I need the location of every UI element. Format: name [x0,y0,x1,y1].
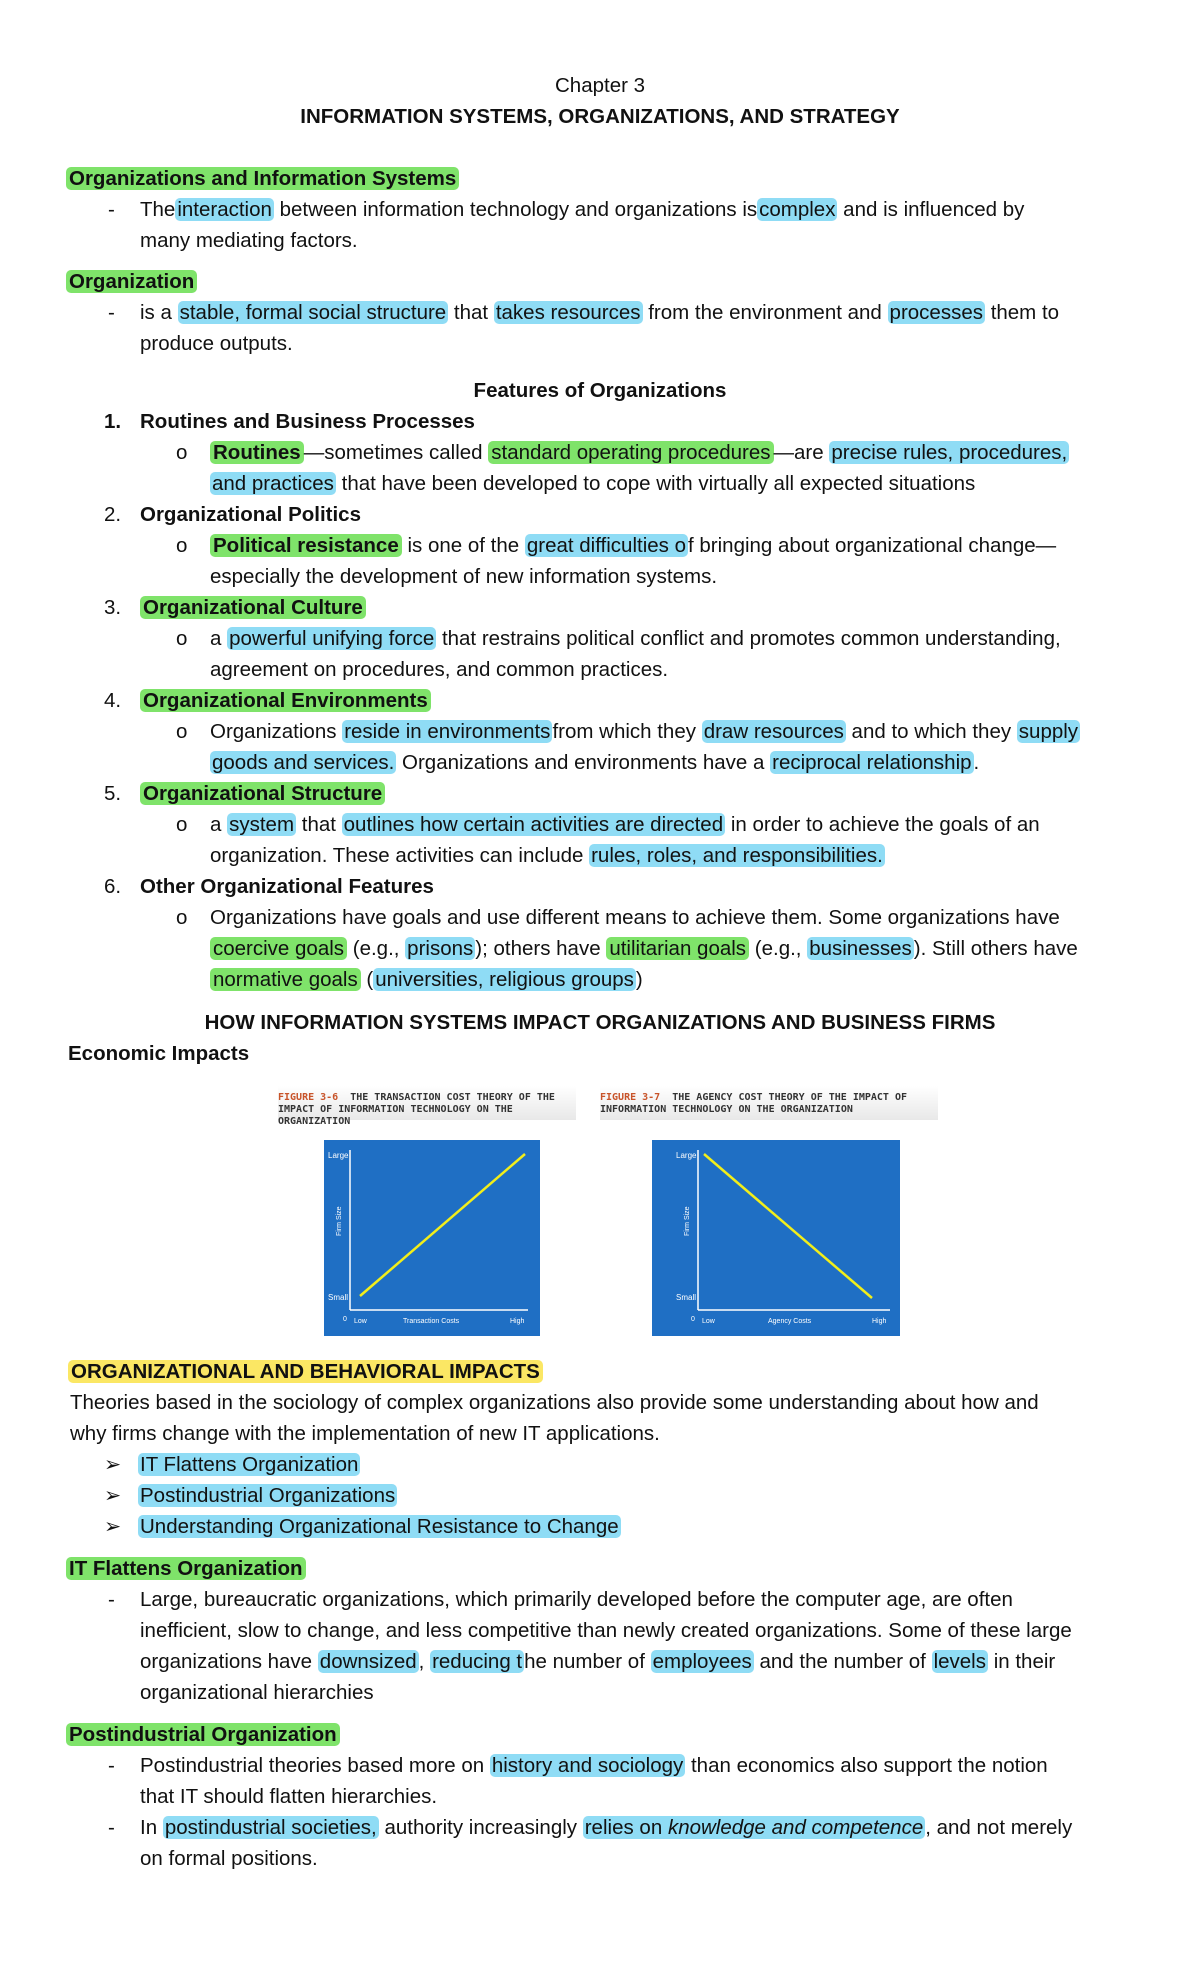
org-info-line-1: Theinteraction between information technology and organizations iscomplex and is influenced by [140,198,1025,221]
x-high-label: High [872,1318,887,1325]
bullet-circle: o [176,813,188,836]
x-origin-label: 0 [343,1316,347,1323]
dash-bullet: - [108,1816,115,1839]
x-axis-label: Transaction Costs [403,1318,460,1325]
figure-transaction-cost [278,1086,576,1338]
feature-3-line-1: a powerful unifying force that restrains political conflict and promotes common understanding, [210,627,1061,650]
postindustrial-line-1: Postindustrial theories based more on history and sociology than economics also support the notion [140,1754,1048,1777]
x-origin-label: 0 [691,1316,695,1323]
figure-caption: FIGURE 3-7 THE AGENCY COST THEORY OF THE IMPACT OF INFORMATION TECHNOLOGY ON THE ORGANIZATION [600,1092,908,1115]
x-low-label: Low [354,1318,367,1325]
bullet-circle: o [176,720,188,743]
arrow-bullet: ➢ [104,1453,122,1476]
postindustrial-line-3: In postindustrial societies, authority increasingly relies on knowledge and competence, and not merely [140,1816,1073,1839]
feature-3-title: 3. Organizational Culture [104,592,366,623]
economic-impacts-heading: Economic Impacts [68,1042,250,1065]
feature-1-title: 1. Routines and Business Processes [104,410,475,433]
y-axis-label: Firm Size [336,1206,343,1236]
y-bottom-label: Small [676,1293,697,1302]
feature-6-title: 6. Other Organizational Features [104,875,434,898]
chart-panel [652,1140,900,1336]
dash-bullet: - [108,198,115,221]
behavioral-item-3: Understanding Organizational Resistance to Change [140,1515,619,1538]
feature-5-line-1: a system that outlines how certain activities are directed in order to achieve the goals of an [210,813,1040,836]
feature-6-line-1: Organizations have goals and use different means to achieve them. Some organizations have [210,906,1060,929]
figure-agency-cost [600,1086,938,1338]
flattens-line-3: organizations have downsized, reducing the number of employees and the number of levels in their [140,1650,1056,1673]
section-heading-flattens: IT Flattens Organization [66,1553,306,1584]
x-high-label: High [510,1318,525,1325]
behavioral-line-2: why firms change with the implementation of new IT applications. [70,1422,660,1445]
feature-4-line-2: goods and services. Organizations and environments have a reciprocal relationship. [212,751,980,774]
organization-line-2: produce outputs. [140,332,293,355]
section-heading-org-info: Organizations and Information Systems [66,163,459,194]
x-axis-label: Agency Costs [768,1318,812,1325]
behavioral-item-1: IT Flattens Organization [140,1453,359,1476]
feature-6-line-2: coercive goals (e.g., prisons); others have utilitarian goals (e.g., businesses). Still others have [210,933,1078,964]
behavioral-heading: ORGANIZATIONAL AND BEHAVIORAL IMPACTS [68,1356,543,1387]
feature-5-line-2: organization. These activities can include rules, roles, and responsibilities. [210,844,883,867]
arrow-bullet: ➢ [104,1515,122,1538]
feature-1-line-2: and practices that have been developed to cope with virtually all expected situations [212,472,976,495]
features-heading: Features of Organizations [473,379,727,402]
feature-2-line-1: Political resistance is one of the great difficulties of bringing about organizational change— [210,530,1056,561]
y-bottom-label: Small [328,1293,349,1302]
chapter-label: Chapter 3 [554,74,646,97]
feature-4-line-1: Organizations reside in environmentsfrom which they draw resources and to which they supply [210,720,1079,743]
behavioral-line-1: Theories based in the sociology of complex organizations also provide some understanding about how and [70,1391,1039,1414]
feature-6-line-3: normative goals (universities, religious groups) [210,964,643,995]
bullet-circle: o [176,627,188,650]
flattens-line-1: Large, bureaucratic organizations, which primarily developed before the computer age, are often [140,1588,1013,1611]
y-top-label: Large [328,1151,349,1160]
feature-1-line-1: Routines —sometimes called standard operating procedures —are precise rules, procedures, [210,437,1069,468]
feature-4-title: 4. Organizational Environments [104,685,431,716]
feature-5-title: 5. Organizational Structure [104,778,385,809]
figure-caption: FIGURE 3-6 THE TRANSACTION COST THEORY OF THE IMPACT OF INFORMATION TECHNOLOGY ON THE ORGANIZATION [278,1092,555,1127]
postindustrial-line-4: on formal positions. [140,1847,318,1870]
section-heading-postindustrial: Postindustrial Organization [66,1719,340,1750]
bullet-circle: o [176,534,188,557]
dash-bullet: - [108,1754,115,1777]
dash-bullet: - [108,1588,115,1611]
dash-bullet: - [108,301,115,324]
behavioral-item-2: Postindustrial Organizations [140,1484,396,1507]
page-title: INFORMATION SYSTEMS, ORGANIZATIONS, AND STRATEGY [300,105,900,128]
feature-2-title: 2. Organizational Politics [104,503,361,526]
bullet-circle: o [176,441,188,464]
agency-cost-chart [600,1086,938,1338]
bullet-circle: o [176,906,188,929]
postindustrial-line-2: that IT should flatten hierarchies. [140,1785,438,1808]
impact-heading: HOW INFORMATION SYSTEMS IMPACT ORGANIZATIONS AND BUSINESS FIRMS [204,1011,996,1034]
flattens-line-2: inefficient, slow to change, and less competitive than newly created organizations. Some of these large [140,1619,1072,1642]
org-info-line-2: many mediating factors. [140,229,358,252]
y-top-label: Large [676,1151,697,1160]
y-axis-label: Firm Size [684,1206,691,1236]
section-heading-organization: Organization [66,266,197,297]
feature-3-line-2: agreement on procedures, and common practices. [210,658,669,681]
transaction-cost-chart [278,1086,576,1338]
arrow-bullet: ➢ [104,1484,122,1507]
feature-2-line-2: especially the development of new information systems. [210,565,718,588]
organization-line-1: is a stable, formal social structure that takes resources from the environment and processes them to [140,301,1060,324]
x-low-label: Low [702,1318,715,1325]
flattens-line-4: organizational hierarchies [140,1681,374,1704]
